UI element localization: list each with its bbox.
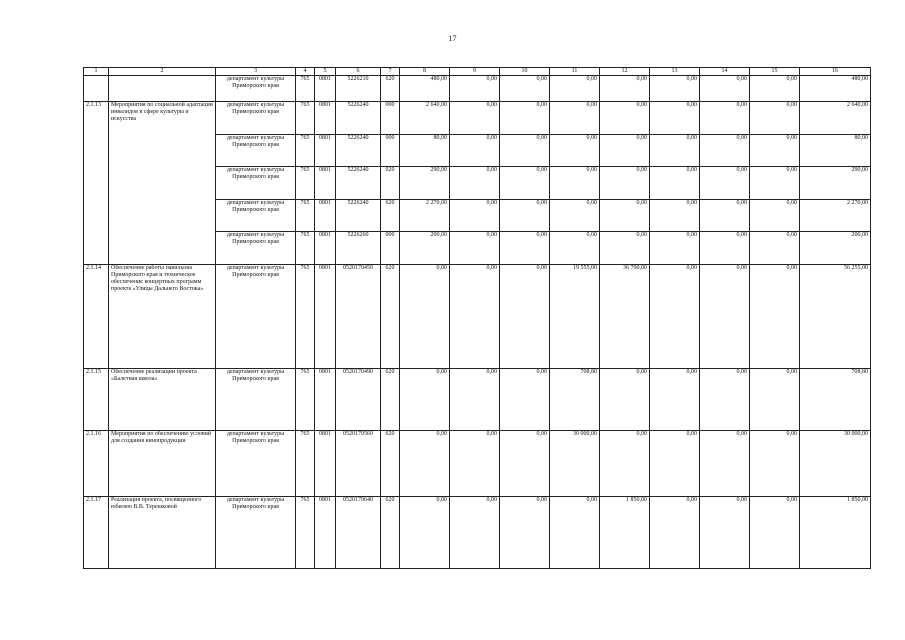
amount-cell-col-8: 200,00: [400, 232, 450, 265]
column-number-10: 10: [500, 68, 550, 76]
amount-cell-col-15: 0,00: [750, 232, 800, 265]
table-row: [84, 76, 871, 102]
amount-cell-col-10: 0,00: [500, 102, 550, 135]
department-cell: департамент культуры Приморского края: [216, 135, 296, 167]
expense-type-cell: 000: [381, 135, 400, 167]
amount-cell-col-12: 0,00: [600, 167, 650, 200]
department-cell: департамент культуры Приморского края: [216, 369, 296, 431]
amount-cell-col-11: 0,00: [550, 135, 600, 167]
amount-cell-col-11: 19 555,00: [550, 265, 600, 369]
department-cell: департамент культуры Приморского края: [216, 200, 296, 232]
amount-cell-col-15: 0,00: [750, 135, 800, 167]
amount-cell-col-11: 708,80: [550, 369, 600, 431]
amount-cell-col-13: 0,00: [650, 265, 700, 369]
item-name: Обеспечение работы павильона Приморского края и техническое обеспечение концертных программ проекта «Улицы Дальнего Востока»: [109, 265, 216, 369]
page-number: 17: [448, 34, 457, 43]
item-name: Мероприятия по обеспечению условий для создания кинопродукции: [109, 431, 216, 497]
item-code: 2.1.13: [84, 102, 109, 265]
amount-cell-col-11: 0,00: [550, 76, 600, 102]
amount-cell-col-14: 0,00: [700, 369, 750, 431]
amount-cell-col-15: 0,00: [750, 200, 800, 232]
column-number-8: 8: [400, 68, 450, 76]
amount-cell-col-14: 0,00: [700, 431, 750, 497]
section-code-cell: 0801: [315, 135, 336, 167]
column-number-6: 6: [336, 68, 381, 76]
expense-type-cell: 620: [381, 369, 400, 431]
column-number-4: 4: [296, 68, 315, 76]
grbs-code-cell: 765: [296, 497, 315, 569]
amount-cell-col-16: 200,00: [800, 232, 871, 265]
grbs-code-cell: 765: [296, 102, 315, 135]
amount-cell-col-14: 0,00: [700, 232, 750, 265]
amount-cell-col-12: 0,00: [600, 431, 650, 497]
amount-cell-col-12: 36 700,00: [600, 265, 650, 369]
item-name: Обеспечение реализации проекта «Балетная школа»: [109, 369, 216, 431]
amount-cell-col-13: 0,00: [650, 232, 700, 265]
amount-cell-col-9: 0,00: [450, 232, 500, 265]
column-number-9: 9: [450, 68, 500, 76]
table-body: [84, 68, 871, 569]
expense-type-cell: 620: [381, 265, 400, 369]
department-cell: департамент культуры Приморского края: [216, 102, 296, 135]
amount-cell-col-9: 0,00: [450, 102, 500, 135]
amount-cell-col-12: 1 850,00: [600, 497, 650, 569]
amount-cell-col-14: 0,00: [700, 265, 750, 369]
amount-cell-col-16: 1 850,00: [800, 497, 871, 569]
amount-cell-col-14: 0,00: [700, 76, 750, 102]
grbs-code-cell: 765: [296, 135, 315, 167]
amount-cell-col-16: 2 270,00: [800, 200, 871, 232]
item-name: Реализация проекта, посвященного юбилею В.В. Терешковой: [109, 497, 216, 569]
amount-cell-col-9: 0,00: [450, 135, 500, 167]
section-code-cell: 0801: [315, 200, 336, 232]
amount-cell-col-10: 0,00: [500, 265, 550, 369]
amount-cell-col-8: 290,00: [400, 167, 450, 200]
amount-cell-col-15: 0,00: [750, 431, 800, 497]
amount-cell-col-10: 0,00: [500, 200, 550, 232]
grbs-code-cell: 765: [296, 200, 315, 232]
amount-cell-col-8: 2 640,00: [400, 102, 450, 135]
amount-cell-col-16: 2 640,00: [800, 102, 871, 135]
grbs-code-cell: 765: [296, 369, 315, 431]
item-code: 2.1.17: [84, 497, 109, 569]
amount-cell-col-16: 480,00: [800, 76, 871, 102]
amount-cell-col-12: 0,00: [600, 369, 650, 431]
amount-cell-col-9: 0,00: [450, 369, 500, 431]
target-article-cell: 5226260: [336, 232, 381, 265]
amount-cell-col-13: 0,00: [650, 135, 700, 167]
amount-cell-col-13: 0,00: [650, 167, 700, 200]
department-cell: департамент культуры Приморского края: [216, 265, 296, 369]
column-number-3: 3: [216, 68, 296, 76]
grbs-code-cell: 765: [296, 265, 315, 369]
target-article-cell: 5226240: [336, 200, 381, 232]
department-cell: департамент культуры Приморского края: [216, 167, 296, 200]
column-number-13: 13: [650, 68, 700, 76]
grbs-code-cell: 765: [296, 232, 315, 265]
amount-cell-col-9: 0,00: [450, 265, 500, 369]
amount-cell-col-14: 0,00: [700, 135, 750, 167]
column-number-7: 7: [381, 68, 400, 76]
table-row: [84, 497, 871, 569]
amount-cell-col-12: 0,00: [600, 76, 650, 102]
target-article-cell: 5226210: [336, 76, 381, 102]
amount-cell-col-16: 30 000,00: [800, 431, 871, 497]
target-article-cell: 5226240: [336, 135, 381, 167]
amount-cell-col-10: 0,00: [500, 167, 550, 200]
amount-cell-col-8: 2 270,00: [400, 200, 450, 232]
column-number-12: 12: [600, 68, 650, 76]
amount-cell-col-16: 708,80: [800, 369, 871, 431]
amount-cell-col-13: 0,00: [650, 76, 700, 102]
amount-cell-col-16: 56 255,00: [800, 265, 871, 369]
amount-cell-col-9: 0,00: [450, 431, 500, 497]
amount-cell-col-11: 0,00: [550, 232, 600, 265]
item-code: 2.1.16: [84, 431, 109, 497]
budget-table: [83, 67, 871, 569]
amount-cell-col-14: 0,00: [700, 167, 750, 200]
target-article-cell: 0520170490: [336, 369, 381, 431]
item-code: [84, 76, 109, 102]
column-number-14: 14: [700, 68, 750, 76]
amount-cell-col-12: 0,00: [600, 200, 650, 232]
expense-type-cell: 620: [381, 431, 400, 497]
amount-cell-col-11: 0,00: [550, 497, 600, 569]
expense-type-cell: 620: [381, 200, 400, 232]
table-row: [84, 431, 871, 497]
amount-cell-col-15: 0,00: [750, 265, 800, 369]
item-code: 2.1.14: [84, 265, 109, 369]
amount-cell-col-12: 0,00: [600, 102, 650, 135]
amount-cell-col-13: 0,00: [650, 497, 700, 569]
expense-type-cell: 620: [381, 76, 400, 102]
section-code-cell: 0801: [315, 431, 336, 497]
section-code-cell: 0801: [315, 497, 336, 569]
department-cell: департамент культуры Приморского края: [216, 431, 296, 497]
amount-cell-col-16: 290,00: [800, 167, 871, 200]
table-row: [84, 102, 871, 135]
section-code-cell: 0801: [315, 232, 336, 265]
amount-cell-col-15: 0,00: [750, 102, 800, 135]
expense-type-cell: 000: [381, 102, 400, 135]
target-article-cell: 0520170560: [336, 431, 381, 497]
amount-cell-col-8: 0,00: [400, 497, 450, 569]
section-code-cell: 0801: [315, 167, 336, 200]
amount-cell-col-13: 0,00: [650, 431, 700, 497]
table-row: [84, 369, 871, 431]
amount-cell-col-11: 30 000,00: [550, 431, 600, 497]
department-cell: департамент культуры Приморского края: [216, 232, 296, 265]
amount-cell-col-12: 0,00: [600, 232, 650, 265]
amount-cell-col-9: 0,00: [450, 76, 500, 102]
column-number-15: 15: [750, 68, 800, 76]
amount-cell-col-13: 0,00: [650, 200, 700, 232]
column-number-5: 5: [315, 68, 336, 76]
amount-cell-col-14: 0,00: [700, 102, 750, 135]
section-code-cell: 0801: [315, 265, 336, 369]
expense-type-cell: 020: [381, 167, 400, 200]
amount-cell-col-8: 80,00: [400, 135, 450, 167]
grbs-code-cell: 765: [296, 431, 315, 497]
amount-cell-col-15: 0,00: [750, 497, 800, 569]
amount-cell-col-8: 0,00: [400, 369, 450, 431]
target-article-cell: 0520170640: [336, 497, 381, 569]
amount-cell-col-16: 80,00: [800, 135, 871, 167]
amount-cell-col-11: 0,00: [550, 200, 600, 232]
target-article-cell: 5226240: [336, 102, 381, 135]
amount-cell-col-15: 0,00: [750, 76, 800, 102]
amount-cell-col-10: 0,00: [500, 369, 550, 431]
table-row: [84, 265, 871, 369]
expense-type-cell: 620: [381, 497, 400, 569]
amount-cell-col-8: 480,00: [400, 76, 450, 102]
target-article-cell: 0520170450: [336, 265, 381, 369]
amount-cell-col-10: 0,00: [500, 135, 550, 167]
amount-cell-col-13: 0,00: [650, 369, 700, 431]
column-number-16: 16: [800, 68, 871, 76]
amount-cell-col-14: 0,00: [700, 497, 750, 569]
column-number-row: [84, 68, 871, 76]
item-name: [109, 76, 216, 102]
column-number-11: 11: [550, 68, 600, 76]
amount-cell-col-13: 0,00: [650, 102, 700, 135]
department-cell: департамент культуры Приморского края: [216, 497, 296, 569]
amount-cell-col-10: 0,00: [500, 76, 550, 102]
amount-cell-col-11: 0,00: [550, 102, 600, 135]
department-cell: департамент культуры Приморского края: [216, 76, 296, 102]
column-number-1: 1: [84, 68, 109, 76]
grbs-code-cell: 765: [296, 167, 315, 200]
target-article-cell: 5226240: [336, 167, 381, 200]
item-code: 2.1.15: [84, 369, 109, 431]
amount-cell-col-12: 0,00: [600, 135, 650, 167]
amount-cell-col-11: 0,00: [550, 167, 600, 200]
amount-cell-col-9: 0,00: [450, 167, 500, 200]
section-code-cell: 0801: [315, 102, 336, 135]
amount-cell-col-8: 0,00: [400, 431, 450, 497]
amount-cell-col-10: 0,00: [500, 497, 550, 569]
section-code-cell: 0801: [315, 76, 336, 102]
grbs-code-cell: 765: [296, 76, 315, 102]
amount-cell-col-15: 0,00: [750, 369, 800, 431]
column-number-2: 2: [109, 68, 216, 76]
section-code-cell: 0801: [315, 369, 336, 431]
amount-cell-col-14: 0,00: [700, 200, 750, 232]
amount-cell-col-10: 0,00: [500, 431, 550, 497]
amount-cell-col-9: 0,00: [450, 200, 500, 232]
expense-type-cell: 000: [381, 232, 400, 265]
amount-cell-col-15: 0,00: [750, 167, 800, 200]
amount-cell-col-8: 0,00: [400, 265, 450, 369]
amount-cell-col-10: 0,00: [500, 232, 550, 265]
item-name: Мероприятия по социальной адаптации инвалидов в сфере культуры и искусства: [109, 102, 216, 265]
amount-cell-col-9: 0,00: [450, 497, 500, 569]
